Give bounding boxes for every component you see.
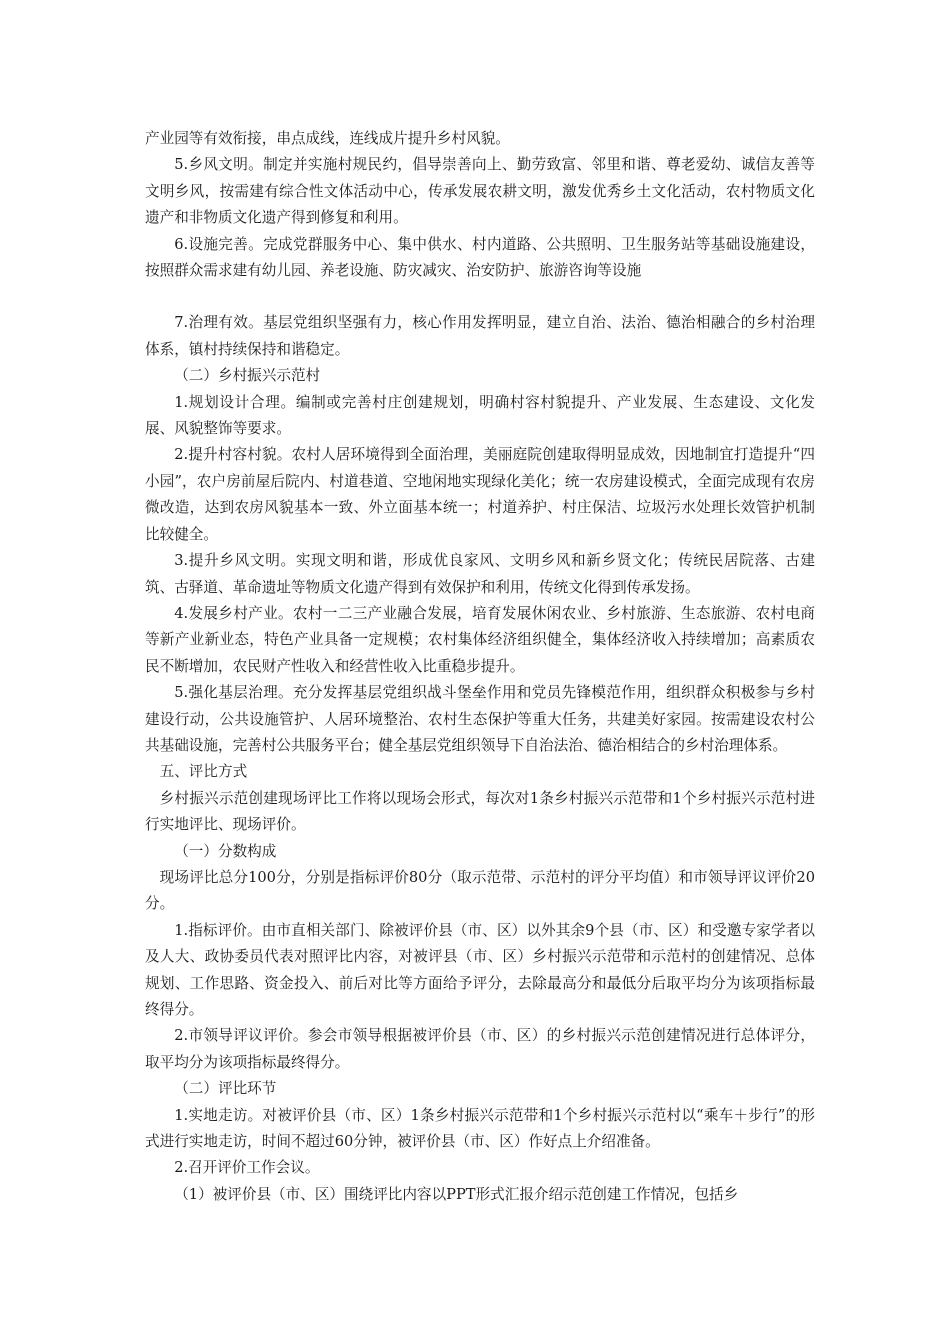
paragraph-14: 现场评比总分100分，分别是指标评价80分（取示范带、示范村的评分平均值）和市领导评议评价20分。: [145, 868, 815, 913]
blank-line: [145, 284, 815, 310]
document-page: [145, 126, 815, 1208]
paragraph-9: 4.发展乡村产业。农村一二三产业融合发展，培育发展休闲农业、乡村旅游、生态旅游、农村电商等新产业新业态，特色产业具备一定规模；农村集体经济组织健全，集体经济收入持续增加；高素质农民不断增加，农民财产性收入和经营性收入比重稳步提升。: [145, 604, 815, 675]
paragraph-15: 1.指标评价。由市直相关部门、除被评价县（市、区）以外其余9个县（市、区）和受邀专家学者以及人大、政协委员代表对照评比内容，对被评县（市、区）乡村振兴示范带和示范村的创建情况、总体规划、工作思路、资金投入、前后对比等方面给予评分，去除最高分和最低分后取平均分为该项指标最终得分。: [145, 921, 815, 1018]
paragraph-6: 1.规划设计合理。编制或完善村庄创建规划，明确村容村貌提升、产业发展、生态建设、文化发展、风貌整饰等要求。: [145, 393, 815, 438]
paragraph-16: 2.市领导评议评价。参会市领导根据被评价县（市、区）的乡村振兴示范创建情况进行总体评分，取平均分为该项指标最终得分。: [145, 1027, 815, 1071]
paragraph-19: 2.召开评价工作会议。: [174, 1159, 320, 1177]
section-heading-demo-village: （二）乡村振兴示范村: [174, 367, 321, 385]
paragraph-2: 5.乡风文明。制定并实施村规民约，倡导崇善向上、勤劳致富、邻里和谐、尊老爱幼、诚信友善等文明乡风，按需建有综合性文体活动中心，传承发展农耕文明，激发优秀乡土文化活动，农村物质文化遗产和非物质文化遗产得到修复和利用。: [145, 156, 815, 227]
paragraph-4: 7.治理有效。基层党组织坚强有力，核心作用发挥明显，建立自治、法治、德治相融合的乡村治理体系，镇村持续保持和谐稳定。: [145, 314, 815, 358]
section-heading-score-composition: （一）分数构成: [174, 842, 277, 860]
paragraph-10: 5.强化基层治理。充分发挥基层党组织战斗堡垒作用和党员先锋模范作用，组织群众积极参与乡村建设行动，公共设施管护、人居环境整治、农村生态保护等重大任务，共建美好家园。按需建设农村公共基础设施，完善村公共服务平台；健全基层党组织领导下自治法治、德治相结合的乡村治理体系。: [145, 684, 815, 754]
paragraph-18: 1.实地走访。对被评价县（市、区）1条乡村振兴示范带和1个乡村振兴示范村以“乘车＋步行”的形式进行实地走访，时间不超过60分钟，被评价县（市、区）作好点上介绍准备。: [145, 1106, 815, 1151]
paragraph-8: 3.提升乡风文明。实现文明和谐，形成优良家风、文明乡风和新乡贤文化；传统民居院落、古建筑、古驿道、革命遗址等物质文化遗产得到有效保护和利用，传统文化得到传承发扬。: [145, 552, 815, 596]
paragraph-3: 6.设施完善。完成党群服务中心、集中供水、村内道路、公共照明、卫生服务站等基础设施建设，按照群众需求建有幼儿园、养老设施、防灾减灾、治安防护、旅游咨询等设施: [145, 235, 815, 280]
paragraph-1: 产业园等有效衔接，串点成线，连线成片提升乡村风貌。: [145, 130, 510, 147]
paragraph-7: 2.提升村容村貌。农村人居环境得到全面治理，美丽庭院创建取得明显成效，因地制宜打造提升“四小园”，农户房前屋后院内、村道巷道、空地闲地实现绿化美化；统一农房建设模式，全面完成现有农房微改造，达到农房风貌基本一致、外立面基本统一；村道养护、村庄保洁、垃圾污水处理长效管护机制比较健全。: [145, 446, 815, 543]
paragraph-20: （1）被评价县（市、区）围绕评比内容以PPT形式汇报介绍示范创建工作情况，包括乡: [174, 1185, 739, 1203]
paragraph-12: 乡村振兴示范创建现场评比工作将以现场会形式，每次对1条乡村振兴示范带和1个乡村振兴示范村进行实地评比、现场评价。: [145, 789, 815, 834]
section-heading-evaluation-steps: （二）评比环节: [174, 1080, 277, 1098]
section-heading-evaluation-method: 五、评比方式: [159, 763, 248, 781]
